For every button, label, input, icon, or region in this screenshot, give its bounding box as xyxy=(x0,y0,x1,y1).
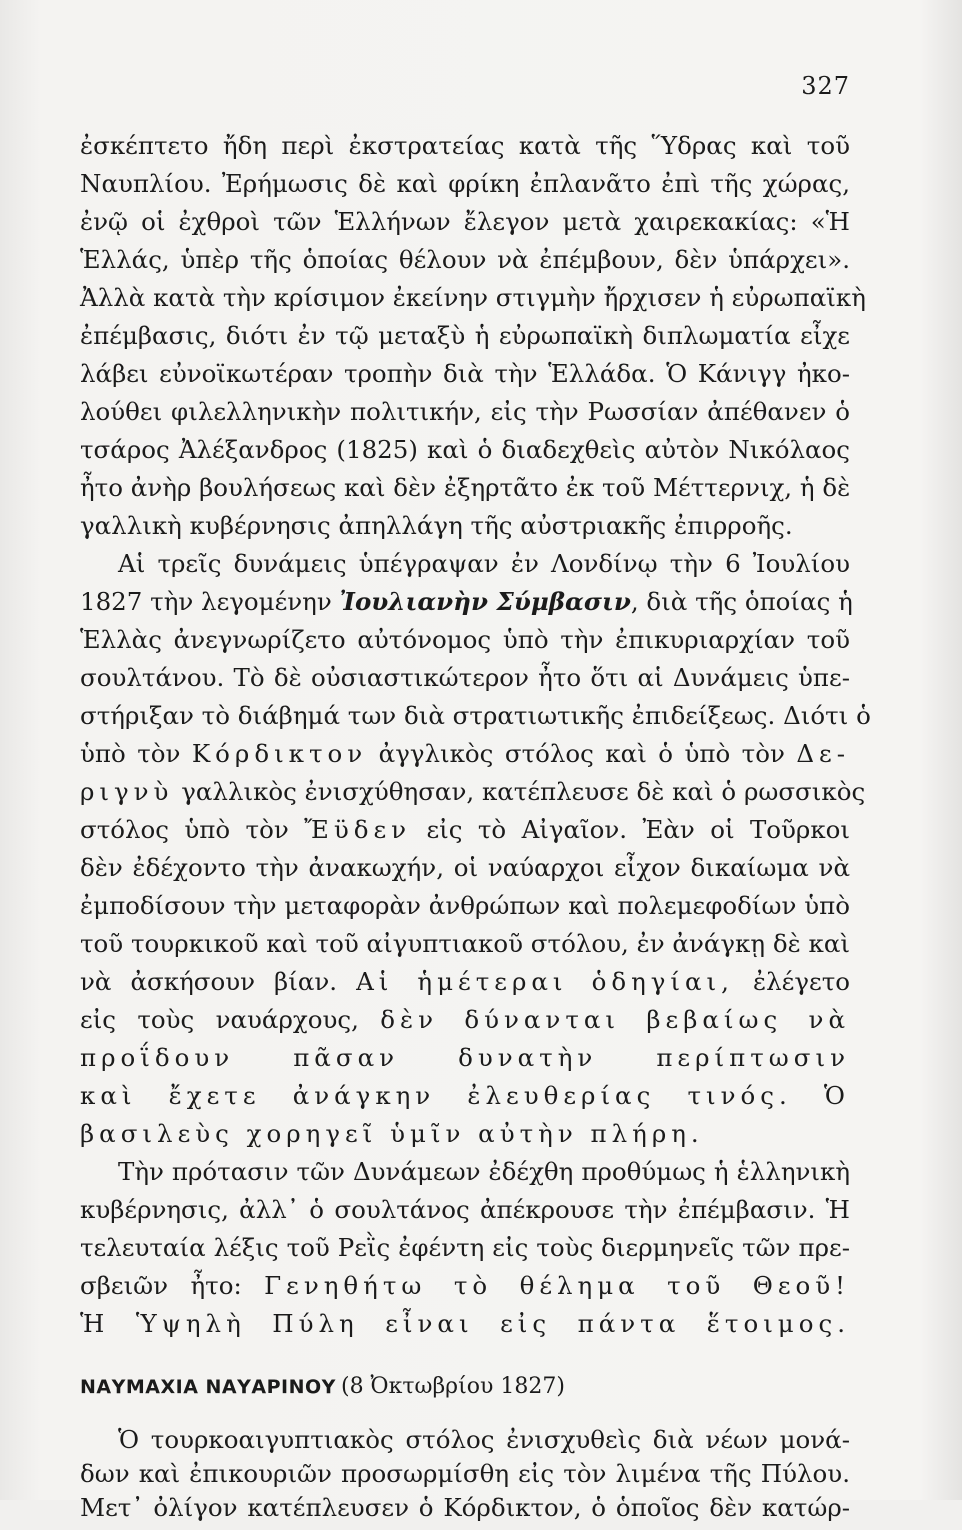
text-span: εἰς τὸ Αἰγαῖον. Ἐὰν οἱ Τοῦρκοι xyxy=(411,815,850,844)
text-span: εἰς τοὺς ναυάρχους, xyxy=(80,1005,381,1034)
text-span: νὰ ἀσκήσουν βίαν. xyxy=(80,967,357,996)
quoted-instructions: προΐδουν πᾶσαν δυνατὴν περίπτωσιν xyxy=(80,1043,850,1072)
text-span: στόλος ὑπὸ τὸν xyxy=(80,815,305,844)
text-line: ἐπέμβασις, διότι ἐν τῷ μεταξὺ ἡ εὐρωπαϊκὴ διπλωματία εἶχε xyxy=(80,321,850,350)
text-line: Ναυπλίου. Ἐρήμωσις δὲ καὶ φρίκη ἐπλανᾶτο ἐπὶ τῆς χώρας, xyxy=(80,169,850,198)
admiral-name: Κόρδικτον xyxy=(191,739,368,768)
quoted-instructions: βασιλεὺς χορηγεῖ ὑμῖν αὐτὴν πλήρη. xyxy=(80,1119,704,1148)
text-span: σβειῶν ἦτο: xyxy=(80,1271,265,1300)
text-line: κυβέρνησις, ἀλλ᾽ ὁ σουλτάνος ἀπέκρουσε τὴν ἐπέμβασιν. Ἡ xyxy=(80,1195,850,1224)
section-date: (8 Ὀκτωβρίου 1827) xyxy=(340,1374,565,1399)
text-span: ἀγγλικὸς στόλος καὶ ὁ ὑπὸ τὸν xyxy=(367,739,797,768)
text-line: δων καὶ ἐπικουριῶν προσωρμίσθη εἰς τὸν λιμένα τῆς Πύλου. xyxy=(80,1459,850,1488)
quoted-instructions: Αἱ ἡμέτεραι ὁδηγίαι, xyxy=(356,967,734,996)
text-span: , διὰ τῆς ὁποίας ἡ xyxy=(630,587,853,616)
admiral-name: Δε- xyxy=(796,739,850,768)
text-line: γαλλικὴ κυβέρνησις ἀπηλλάγη τῆς αὐστριακῆς ἐπιρροῆς. xyxy=(80,511,793,540)
text-line: Αἱ τρεῖς δυνάμεις ὑπέγραψαν ἐν Λονδίνῳ τὴν 6 Ἰουλίου xyxy=(118,549,850,578)
text-line: στήριξαν τὸ διάβημά των διὰ στρατιωτικῆς ἐπιδείξεως. Διότι ὁ xyxy=(80,701,871,730)
page-number: 327 xyxy=(801,72,850,100)
text-line: σουλτάνου. Τὸ δὲ οὐσιαστικώτερον ἦτο ὅτι αἱ Δυνάμεις ὑπε- xyxy=(80,663,850,692)
quoted-instructions: καὶ ἔχετε ἀνάγκην ἐλευθερίας τινός. Ὁ xyxy=(80,1081,850,1110)
text-line xyxy=(80,739,850,776)
text-line xyxy=(80,967,851,1004)
text-line xyxy=(80,587,853,624)
text-line xyxy=(80,777,866,814)
admiral-name: ριγνὺ xyxy=(80,777,174,806)
text-line: τελευταία λέξις τοῦ Ρεῒς ἐφέντη εἰς τοὺς διερμηνεῖς τῶν πρε- xyxy=(80,1233,850,1262)
quoted-reply: Ἡ Ὑψηλὴ Πύλη εἶναι εἰς πάντα ἕτοιμος. xyxy=(80,1309,850,1338)
text-span: ὑπὸ τὸν xyxy=(80,739,192,768)
text-line: ἐσκέπτετο ἤδη περὶ ἐκστρατείας κατὰ τῆς Ὕδρας καὶ τοῦ xyxy=(80,131,850,160)
quoted-instructions: δὲν δύνανται βεβαίως νὰ xyxy=(380,1005,850,1034)
admiral-name: Ἔϋδεν xyxy=(304,815,412,844)
text-line xyxy=(80,1005,850,1042)
text-line: Ἀλλὰ κατὰ τὴν κρίσιμον ἐκείνην στιγμὴν ἤρχισεν ἡ εὐρωπαϊκὴ xyxy=(80,283,866,312)
text-line: λάβει εὐνοϊκωτέραν τροπὴν διὰ τὴν Ἑλλάδα. Ὁ Κάνιγγ ἠκο- xyxy=(80,359,850,388)
text-line: Ἑλλάς, ὑπὲρ τῆς ὁποίας θέλουν νὰ ἐπέμβουν, δὲν ὑπάρχει». xyxy=(80,245,850,274)
text-line xyxy=(80,815,850,852)
text-line: Ἑλλὰς ἀνεγνωρίζετο αὐτόνομος ὑπὸ τὴν ἐπικυριαρχίαν τοῦ xyxy=(80,625,850,654)
text-line: τσάρος Ἀλέξανδρος (1825) καὶ ὁ διαδεχθεὶς αὐτὸν Νικόλαος xyxy=(80,435,850,464)
text-line: ἐνῷ οἱ ἐχθροὶ τῶν Ἑλλήνων ἔλεγον μετὰ χαιρεκακίας: «Ἡ xyxy=(80,207,850,236)
section-title: ΝΑΥΜΑΧΙΑ ΝΑΥΑΡΙΝΟΥ xyxy=(80,1376,336,1398)
text-line: ἦτο ἀνὴρ βουλήσεως καὶ δὲν ἐξηρτᾶτο ἐκ τοῦ Μέττερνιχ, ἡ δὲ xyxy=(80,473,851,502)
text-line: ἐμποδίσουν τὴν μεταφορὰν ἀνθρώπων καὶ πολεμεφοδίων ὑπὸ xyxy=(80,891,850,920)
text-line: δὲν ἐδέχοντο τὴν ἀνακωχήν, οἱ ναύαρχοι εἶχον δικαίωμα νὰ xyxy=(80,853,850,882)
text-span: ἐλέγετο xyxy=(733,967,851,996)
text-line: Ὁ τουρκοαιγυπτιακὸς στόλος ἐνισχυθεὶς διὰ νέων μονά- xyxy=(118,1425,850,1454)
treaty-name: Ἰουλιανὴν Σύμβασιν xyxy=(339,587,631,616)
text-span: 1827 τὴν λεγομένην xyxy=(80,587,340,616)
text-line xyxy=(80,1271,851,1308)
text-line: Τὴν πρότασιν τῶν Δυνάμεων ἐδέχθη προθύμως ἡ ἑλληνικὴ xyxy=(118,1157,850,1186)
text-line: λούθει φιλελληνικὴν πολιτικήν, εἰς τὴν Ρωσσίαν ἀπέθανεν ὁ xyxy=(80,397,850,426)
text-line: Μετ᾽ ὀλίγον κατέπλευσεν ὁ Κόρδικτον, ὁ ὁποῖος δὲν κατώρ- xyxy=(80,1493,850,1522)
text-span: γαλλικὸς ἐνισχύθησαν, κατέπλευσε δὲ καὶ ὁ ρωσσικὸς xyxy=(173,777,866,806)
section-heading xyxy=(80,1374,565,1399)
text-line: τοῦ τουρκικοῦ καὶ τοῦ αἰγυπτιακοῦ στόλου, ἐν ἀνάγκῃ δὲ καὶ xyxy=(80,929,850,958)
quoted-reply: Γενηθήτω τὸ θέλημα τοῦ Θεοῦ! xyxy=(264,1271,851,1300)
